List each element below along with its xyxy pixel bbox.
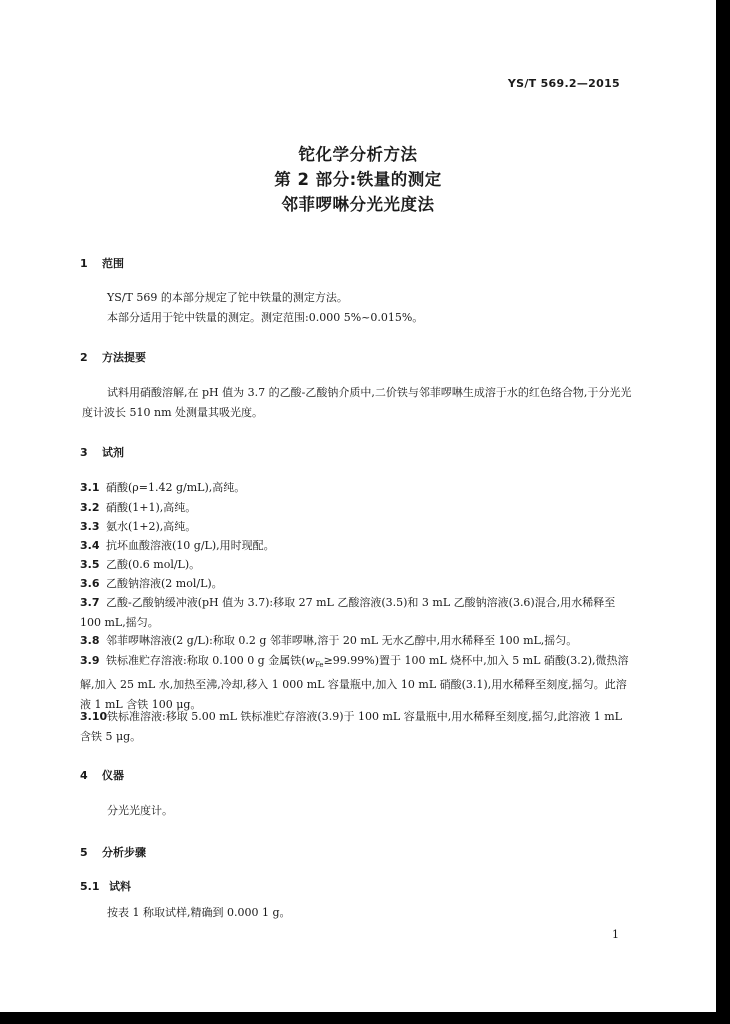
reagent-text-b: ≥99.99%)置于 100 mL 烧杯中,加入 5 mL 硝酸(3.2),微热溶解,加入 25 mL 水,加热至沸,冷却,移入 1 000 mL 容量瓶中,加入 10 mL 硝酸(3.1),用水稀释至刻度,摇匀。此溶液 1 mL 含铁 100 μg。 (80, 654, 629, 712)
reagent-item (80, 574, 636, 594)
reagent-text: 乙酸-乙酸钠缓冲液(pH 值为 3.7):移取 27 mL 乙酸溶液(3.5)和 3 mL 乙酸钠溶液(3.6)混合,用水稀释至 100 mL,摇匀。 (80, 596, 616, 629)
section-1-title: 范围 (102, 257, 124, 270)
subsection-5-1-number: 5.1 (80, 880, 100, 893)
section-4-title: 仪器 (102, 769, 124, 782)
reagent-text: 乙酸(0.6 mol/L)。 (106, 558, 201, 571)
reagent-text: 抗坏血酸溶液(10 g/L),用时现配。 (106, 539, 275, 552)
reagent-item (80, 517, 636, 537)
reagent-text: 硝酸(ρ=1.42 g/mL),高纯。 (106, 481, 246, 494)
scan-border-bottom (0, 1012, 730, 1024)
reagent-number: 3.7 (80, 596, 100, 609)
title-line-1: 铊化学分析方法 (298, 145, 418, 164)
reagent-number: 3.6 (80, 577, 100, 590)
reagent-number: 3.3 (80, 520, 100, 533)
section-3-title: 试剂 (102, 446, 124, 459)
reagent-text: 乙酸钠溶液(2 mol/L)。 (106, 577, 223, 590)
section-3-number: 3 (80, 446, 88, 459)
subsection-5-1-heading (80, 878, 131, 894)
section-4-para-1: 分光光度计。 (107, 804, 173, 817)
reagent-item (80, 555, 636, 575)
reagent-item (80, 498, 636, 518)
reagent-item (80, 631, 636, 651)
reagent-text-a: 铁标准贮存溶液:称取 0.100 0 g 金属铁( (106, 654, 306, 667)
reagent-text: 铁标准溶液:移取 5.00 mL 铁标准贮存溶液(3.9)于 100 mL 容量瓶中,用水稀释至刻度,摇匀,此溶液 1 mL 含铁 5 μg。 (80, 710, 622, 743)
section-3-heading (80, 444, 124, 460)
page-number: 1 (612, 928, 619, 941)
reagent-text: 硝酸(1+1),高纯。 (106, 501, 197, 514)
section-1-para-2: 本部分适用于铊中铁量的测定。测定范围:0.000 5%~0.015%。 (107, 311, 424, 324)
mass-fraction-subscript: Fe (314, 661, 324, 670)
section-2-para-1: 试料用硝酸溶解,在 pH 值为 3.7 的乙酸-乙酸钠介质中,二价铁与邻菲啰啉生成溶于水的红色络合物,于分光光度计波长 510 nm 处测量其吸光度。 (82, 386, 632, 419)
reagent-number: 3.1 (80, 481, 100, 494)
section-2-number: 2 (80, 351, 88, 364)
section-5-para-1: 按表 1 称取试样,精确到 0.000 1 g。 (107, 906, 291, 919)
section-1-para-1: YS/T 569 的本部分规定了铊中铁量的测定方法。 (107, 291, 348, 304)
reagent-text: 氨水(1+2),高纯。 (106, 520, 197, 533)
reagent-number: 3.8 (80, 634, 100, 647)
title-line-2: 第 2 部分:铁量的测定 (274, 170, 442, 189)
section-1-number: 1 (80, 257, 88, 270)
scan-border-right (716, 0, 730, 1024)
section-2-heading (80, 349, 146, 365)
reagent-number: 3.9 (80, 654, 100, 667)
section-5-title: 分析步骤 (102, 846, 146, 859)
mass-fraction-symbol: w (305, 654, 315, 667)
subsection-5-1-title: 试料 (109, 880, 131, 893)
reagent-item (80, 536, 636, 556)
reagent-item (80, 593, 636, 633)
reagent-text: 邻菲啰啉溶液(2 g/L):称取 0.2 g 邻菲啰啉,溶于 20 mL 无水乙醇中,用水稀释至 100 mL,摇匀。 (106, 634, 578, 647)
section-4-number: 4 (80, 769, 88, 782)
reagent-item-3-9 (80, 651, 636, 715)
reagent-number: 3.4 (80, 539, 100, 552)
title-line-3: 邻菲啰啉分光光度法 (281, 195, 435, 214)
reagent-item-3-10 (80, 707, 636, 747)
reagent-number: 3.2 (80, 501, 100, 514)
section-2-title: 方法提要 (102, 351, 146, 364)
reagent-number: 3.5 (80, 558, 100, 571)
reagent-number: 3.10 (80, 710, 108, 723)
section-5-number: 5 (80, 846, 88, 859)
standard-code: YS/T 569.2—2015 (507, 77, 620, 90)
section-4-heading (80, 767, 124, 783)
section-1-heading (80, 255, 124, 271)
section-5-heading (80, 844, 146, 860)
reagent-item (80, 478, 636, 498)
